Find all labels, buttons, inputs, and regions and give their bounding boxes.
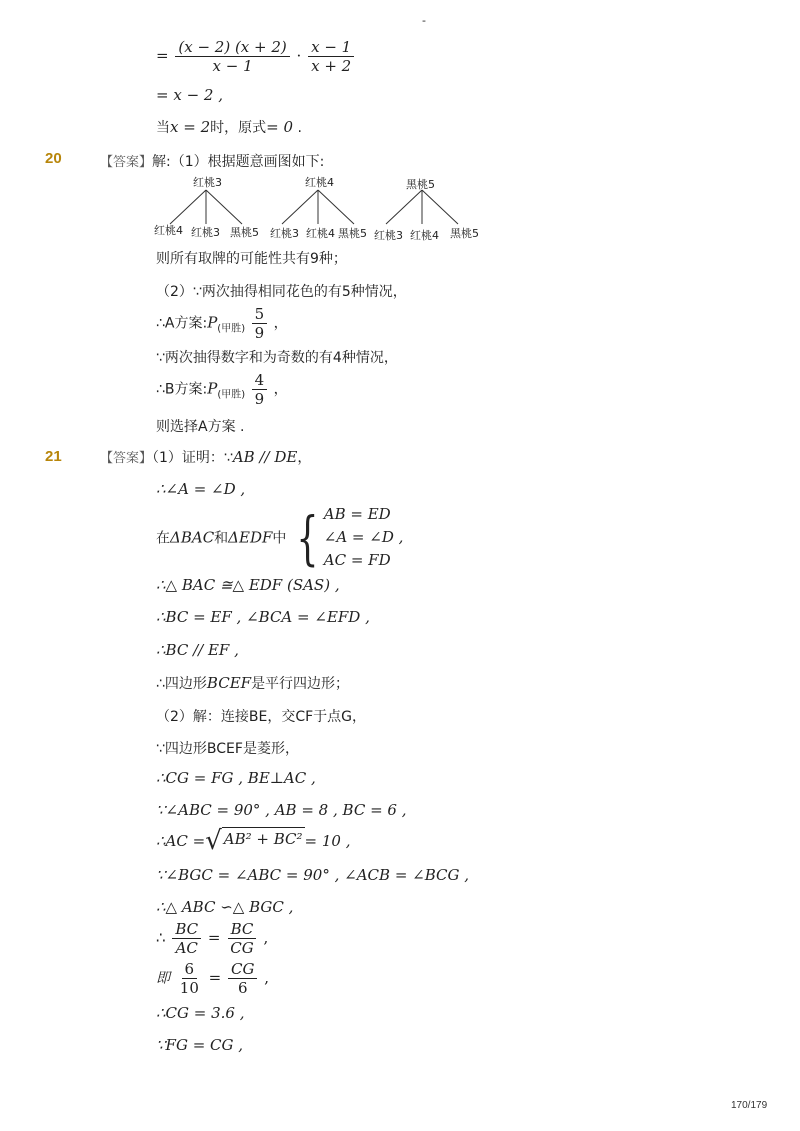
- numerator: BC: [228, 920, 257, 939]
- q20-header: [100, 151, 324, 171]
- denominator: 9: [254, 324, 265, 342]
- q21-l16: [156, 960, 269, 997]
- text: 和: [214, 530, 229, 547]
- numerator: 4: [252, 371, 268, 390]
- q20-planB: [156, 371, 288, 408]
- tree-leaf: 红桃3: [374, 229, 403, 242]
- q20-all-outcomes: 则所有取牌的可能性共有9种；: [156, 251, 347, 267]
- q19-line2: = x − 2 ,: [156, 86, 223, 104]
- q20-planA: [156, 305, 288, 342]
- text: 中: [272, 530, 287, 547]
- system-line: AB = ED: [323, 505, 391, 523]
- text: ，: [273, 315, 288, 332]
- q21-l6: ∴BC // EF ,: [156, 641, 239, 659]
- fraction: [252, 371, 268, 408]
- system-line: AC = FD: [323, 551, 391, 569]
- tree-root: 红桃3: [193, 176, 222, 189]
- text: 时，原式: [210, 120, 267, 136]
- fraction: [228, 960, 257, 997]
- numerator: (x − 2) (x + 2): [175, 38, 289, 57]
- tree-diagram: [150, 172, 490, 242]
- tree-leaf: 红桃3: [191, 226, 220, 239]
- denominator: x − 1: [212, 57, 253, 75]
- question-number-20: 20: [45, 150, 62, 167]
- subscript: (甲胜): [217, 389, 246, 401]
- numerator: x − 1: [308, 38, 354, 57]
- tree-leaf: 红桃3: [270, 227, 299, 240]
- text: ，: [273, 381, 288, 398]
- q21-l2: ∴∠A = ∠D ,: [156, 480, 246, 498]
- q21-header: [100, 447, 311, 467]
- tree-leaf: 黑桃5: [338, 227, 367, 240]
- sqrt-icon: √ AB² + BC²: [205, 826, 303, 856]
- text: ∴B方案:: [156, 381, 208, 398]
- denominator: 10: [179, 979, 199, 997]
- denominator: 9: [254, 390, 265, 408]
- q21-l12: [156, 827, 351, 855]
- equals: =: [207, 928, 221, 947]
- text: .: [297, 120, 302, 136]
- radicand: AB² + BC²: [222, 827, 305, 855]
- text: ,: [263, 928, 269, 947]
- dot-operator: ·: [296, 46, 302, 65]
- fraction: [308, 38, 354, 75]
- text: 当: [156, 120, 170, 136]
- math: ΔEDF: [228, 528, 273, 547]
- text: ,: [264, 968, 270, 987]
- probability-symbol: P: [207, 313, 218, 332]
- fraction: [175, 38, 289, 75]
- denominator: AC: [175, 939, 198, 957]
- math: AB // DE: [232, 448, 298, 466]
- denominator: CG: [230, 939, 254, 957]
- text: （1）证明：∵: [152, 450, 233, 466]
- equation-system: [291, 503, 404, 572]
- answer-tag: 【答案】: [100, 451, 153, 466]
- top-mark: -: [422, 14, 426, 27]
- q21-l4: ∴△ BAC ≅△ EDF (SAS) ,: [156, 576, 340, 594]
- q21-l7: [156, 673, 349, 693]
- fraction: [252, 305, 268, 342]
- text: ∴四边形: [156, 676, 207, 692]
- q21-l13: ∵∠BGC = ∠ABC = 90° , ∠ACB = ∠BCG ,: [156, 866, 470, 884]
- q21-l8: （2）解：连接BE，交CF于点G，: [156, 709, 367, 725]
- q21-l11: ∵∠ABC = 90° , AB = 8 , BC = 6 ,: [156, 801, 407, 819]
- math: ΔBAC: [170, 528, 215, 547]
- math: BCEF: [206, 674, 252, 692]
- text: ，: [297, 450, 312, 466]
- brace-icon: {: [296, 503, 319, 572]
- numerator: CG: [228, 960, 257, 979]
- text: 是平行四边形；: [251, 676, 350, 692]
- tree-leaf: 红桃4: [306, 227, 335, 240]
- page-number: 170/179: [731, 1100, 768, 1111]
- q19-conclusion: [156, 117, 302, 137]
- tree-root: 黑桃5: [406, 178, 435, 191]
- equals: =: [208, 968, 222, 987]
- system-line: ∠A = ∠D ,: [323, 528, 404, 546]
- q21-l5: ∴BC = EF , ∠BCA = ∠EFD ,: [156, 608, 370, 626]
- question-number-21: 21: [45, 448, 62, 465]
- subscript: (甲胜): [217, 323, 246, 335]
- q21-l15: [156, 920, 268, 957]
- q20-part2: （2）∵两次抽得相同花色的有5种情况，: [156, 284, 407, 300]
- tree-leaf: 红桃4: [154, 224, 183, 237]
- text: ∴: [156, 928, 166, 947]
- fraction: [172, 920, 201, 957]
- text: 即: [156, 970, 170, 987]
- math: x = 2: [170, 118, 211, 136]
- numerator: BC: [172, 920, 201, 939]
- q21-l9: ∵四边形BCEF是菱形，: [156, 741, 299, 757]
- math: = 0: [266, 118, 293, 136]
- fraction: [227, 920, 256, 957]
- q21-l18: ∵FG = CG ,: [156, 1036, 244, 1054]
- q19-fraction-line: = $\frac{(x - 2) (x + 2)}{x - 1}$ · $\frac{x - 1}{x + 2}$: [156, 38, 356, 75]
- answer-tag: 【答案】: [100, 155, 153, 170]
- text: 在: [156, 530, 170, 547]
- q20-choose: 则选择A方案 .: [156, 419, 245, 435]
- q21-l17: ∴CG = 3.6 ,: [156, 1004, 245, 1022]
- q20-odd-line: ∵两次抽得数字和为奇数的有4种情况，: [156, 350, 398, 366]
- tree-root: 红桃4: [305, 176, 334, 189]
- q21-l3: [156, 503, 403, 572]
- tree-leaf: 黑桃5: [450, 227, 479, 240]
- tree-leaf: 红桃4: [410, 229, 439, 242]
- math: ∴AC =: [156, 832, 206, 850]
- probability-symbol: P: [207, 379, 218, 398]
- numerator: 6: [182, 960, 198, 979]
- tree-leaf: 黑桃5: [230, 226, 259, 239]
- numerator: 5: [252, 305, 268, 324]
- q21-l14: ∴△ ABC ∽△ BGC ,: [156, 898, 294, 916]
- denominator: 6: [237, 979, 248, 997]
- q20-intro: 解:（1）根据题意画图如下:: [152, 154, 325, 170]
- denominator: x + 2: [311, 57, 352, 75]
- fraction: [177, 960, 202, 997]
- math: = 10 ,: [304, 832, 351, 850]
- q21-l10: ∴CG = FG , BE⊥AC ,: [156, 769, 316, 787]
- text: ∴A方案:: [156, 315, 208, 332]
